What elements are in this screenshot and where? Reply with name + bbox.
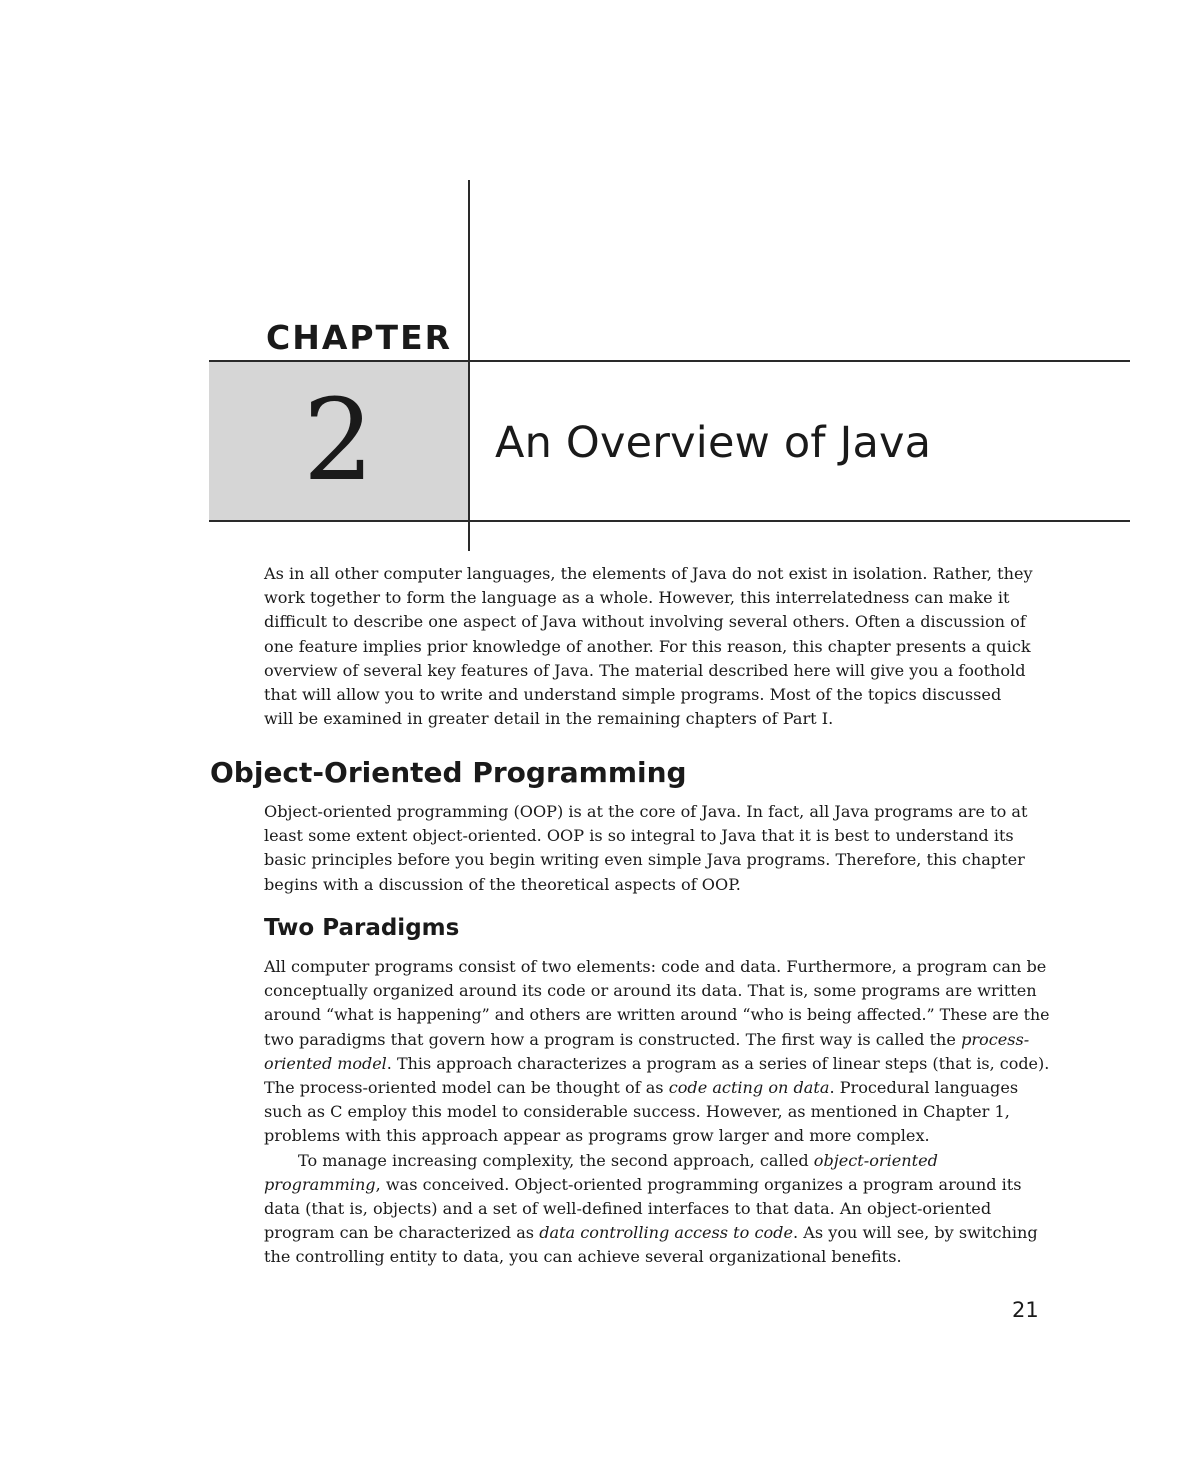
paradigms-line [264, 1076, 1054, 1100]
oop-paragraph [264, 800, 1054, 897]
paradigms-line: around “what is happening” and others are written around “who is being affected.” These are the [264, 1005, 1050, 1025]
section-heading-two-paradigms: Two Paradigms [264, 915, 460, 941]
emphasis-term: data controlling access to code [539, 1223, 793, 1243]
text-run: . Procedural languages [829, 1078, 1019, 1098]
emphasis-term: programming [264, 1174, 376, 1194]
intro-line: As in all other computer languages, the elements of Java do not exist in isolation. Rather, they [264, 564, 1033, 583]
intro-line: work together to form the language as a whole. However, this interrelatedness can make it [264, 588, 1010, 608]
text-run: , was conceived. Object-oriented programming organizes a program around its [375, 1174, 1022, 1194]
text-run: . This approach characterizes a program as a series of linear steps (that is, code). [386, 1053, 1050, 1073]
intro-paragraph [264, 562, 1054, 731]
section-heading-oop: Object-Oriented Programming [210, 756, 687, 789]
emphasis-term: code acting on data [668, 1078, 830, 1098]
chapter-title: An Overview of Java [495, 418, 932, 468]
paradigms-line [264, 1173, 1054, 1197]
text-run: . As you will see, by switching [793, 1223, 1038, 1243]
oop-line: Object-oriented programming (OOP) is at the core of Java. In fact, all Java programs are to at [264, 802, 1028, 821]
paradigms-line [264, 1221, 1054, 1245]
paradigms-line: problems with this approach appear as programs grow larger and more complex. [264, 1126, 930, 1146]
oop-line: begins with a discussion of the theoretical aspects of OOP. [264, 874, 741, 894]
text-run: To manage increasing complexity, the second approach, called [298, 1150, 814, 1170]
paradigms-line: such as C employ this model to considerable success. However, as mentioned in Chapter 1, [264, 1102, 1010, 1122]
chapter-vertical-rule [468, 180, 470, 551]
intro-line: will be examined in greater detail in the remaining chapters of Part I. [264, 709, 834, 729]
text-run: two paradigms that govern how a program is constructed. The first way is called the [264, 1029, 962, 1049]
intro-line: overview of several key features of Java. The material described here will give you a foothold [264, 660, 1026, 680]
text-run: program can be characterized as [264, 1223, 540, 1243]
paradigms-line: data (that is, objects) and a set of well-defined interfaces to that data. An object-oriented [264, 1199, 992, 1219]
paradigms-paragraph [264, 955, 1054, 1270]
emphasis-term: process- [961, 1029, 1030, 1049]
paradigms-line [264, 1149, 1054, 1173]
chapter-number-box [209, 362, 468, 520]
oop-line: least some extent object-oriented. OOP is so integral to Java that it is best to understand its [264, 826, 1014, 846]
paradigms-line: conceptually organized around its code or around its data. That is, some programs are written [264, 981, 1037, 1001]
intro-line: difficult to describe one aspect of Java without involving several others. Often a discussion of [264, 612, 1026, 632]
text-run: The process-oriented model can be thought of as [264, 1078, 669, 1098]
chapter-number: 2 [302, 376, 375, 506]
chapter-label: CHAPTER [266, 318, 453, 357]
emphasis-term: oriented model [264, 1053, 387, 1073]
paradigms-line [264, 1052, 1054, 1076]
paradigms-line: All computer programs consist of two elements: code and data. Furthermore, a program can be [264, 957, 1047, 976]
intro-line: one feature implies prior knowledge of another. For this reason, this chapter presents a quick [264, 636, 1031, 656]
oop-line: basic principles before you begin writing even simple Java programs. Therefore, this chapter [264, 850, 1025, 870]
paradigms-line [264, 1028, 1054, 1052]
paradigms-line: the controlling entity to data, you can achieve several organizational benefits. [264, 1247, 902, 1267]
emphasis-term: object-oriented [813, 1150, 938, 1170]
chapter-bottom-rule [209, 520, 1130, 522]
page-number: 21 [1012, 1298, 1039, 1322]
intro-line: that will allow you to write and understand simple programs. Most of the topics discussed [264, 685, 1002, 705]
